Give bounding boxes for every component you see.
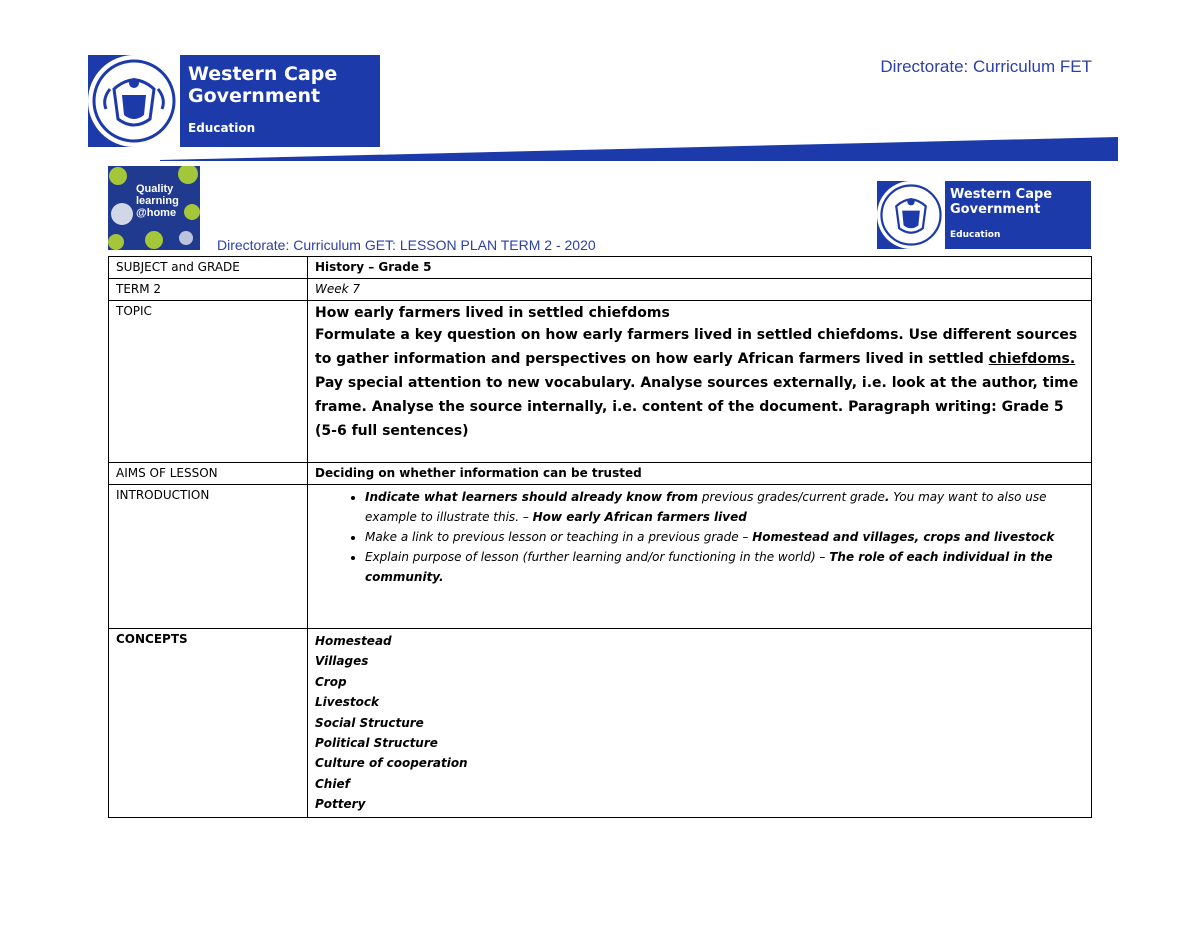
- coat-of-arms-icon: [880, 184, 942, 246]
- table-row: [109, 629, 1092, 818]
- concept-item: Crop: [315, 674, 347, 689]
- concepts-cell: [308, 629, 1092, 818]
- intro-item-text: previous grades/current grade: [698, 490, 885, 504]
- concepts-label: CONCEPTS: [109, 629, 308, 818]
- table-row: [109, 463, 1092, 485]
- list-item: [365, 527, 1084, 547]
- intro-item-text: You may want to also use example to illustrate this. –: [365, 490, 1047, 524]
- topic-title: How early farmers lived in settled chiefdoms: [315, 305, 670, 321]
- crest-background: [877, 181, 945, 249]
- topic-cell: [308, 301, 1092, 463]
- introduction-cell: [308, 485, 1092, 629]
- concept-item: Livestock: [315, 695, 379, 710]
- list-item: [365, 547, 1084, 587]
- intro-item-bold: How early African farmers lived: [532, 510, 747, 524]
- concept-item: Pottery: [315, 797, 366, 812]
- lesson-plan-heading: Directorate: Curriculum GET: LESSON PLAN TERM 2 - 2020: [217, 237, 596, 253]
- concept-item: Chief: [315, 776, 350, 791]
- logo-dept-name: Education: [188, 121, 256, 135]
- intro-item-bold: The role of each individual in the community.: [365, 550, 1053, 584]
- topic-body-part-2: Pay special attention to new vocabulary. Analyse sources externally, i.e. look at the author, time frame. Analyse the source internally, i.e. content of the document. Paragraph writing: Grade 5 (5-6 full sentences): [315, 375, 1079, 439]
- subject-value: History – Grade 5: [308, 257, 1092, 279]
- lesson-plan-table: [108, 256, 1092, 818]
- intro-item-bold: Indicate what learners should already know from: [365, 490, 699, 504]
- term-value: Week 7: [308, 279, 1092, 301]
- concept-item: Political Structure: [315, 736, 438, 751]
- wcg-logo-small: [877, 181, 1091, 249]
- logo-dept-name: Education: [950, 230, 1001, 240]
- aims-label: AIMS OF LESSON: [109, 463, 308, 485]
- logo-org-name: Western Cape Government: [950, 187, 1053, 217]
- intro-item-bold: .: [884, 490, 890, 504]
- table-row: [109, 279, 1092, 301]
- crest-background: [88, 55, 180, 147]
- table-row: [109, 257, 1092, 279]
- concept-item: Homestead: [315, 634, 392, 648]
- table-row: [109, 485, 1092, 629]
- coat-of-arms-icon: [92, 59, 176, 143]
- wcg-logo-banner: [88, 55, 380, 147]
- introduction-label: INTRODUCTION: [109, 485, 308, 629]
- header-swoosh-divider: [160, 135, 1120, 165]
- concept-item: Villages: [315, 654, 369, 669]
- logo-org-name: Western Cape Government: [188, 63, 338, 107]
- list-item: [365, 487, 1084, 527]
- subject-label: SUBJECT and GRADE: [109, 257, 308, 279]
- topic-label: TOPIC: [109, 301, 308, 463]
- topic-body-part-1: Formulate a key question on how early farmers lived in settled chiefdoms. Use different sources to gather information and perspectives on how early African farmers lived in settled: [315, 327, 1078, 367]
- topic-description: [315, 323, 1084, 443]
- table-row: [109, 301, 1092, 463]
- concept-item: Culture of cooperation: [315, 756, 468, 771]
- quality-learning-badge: [108, 166, 200, 250]
- intro-item-text: Make a link to previous lesson or teaching in a previous grade –: [365, 530, 753, 544]
- introduction-list: [315, 487, 1084, 587]
- quality-badge-text: Quality learning @home: [136, 183, 179, 219]
- aims-value: Deciding on whether information can be trusted: [308, 463, 1092, 485]
- intro-item-text: Explain purpose of lesson (further learning and/or functioning in the world) –: [365, 550, 830, 564]
- term-label: TERM 2: [109, 279, 308, 301]
- intro-item-bold: Homestead and villages, crops and livestock: [752, 530, 1055, 544]
- concept-item: Social Structure: [315, 715, 424, 730]
- directorate-fet-heading: Directorate: Curriculum FET: [880, 57, 1092, 76]
- topic-body-underlined: chiefdoms.: [988, 351, 1076, 367]
